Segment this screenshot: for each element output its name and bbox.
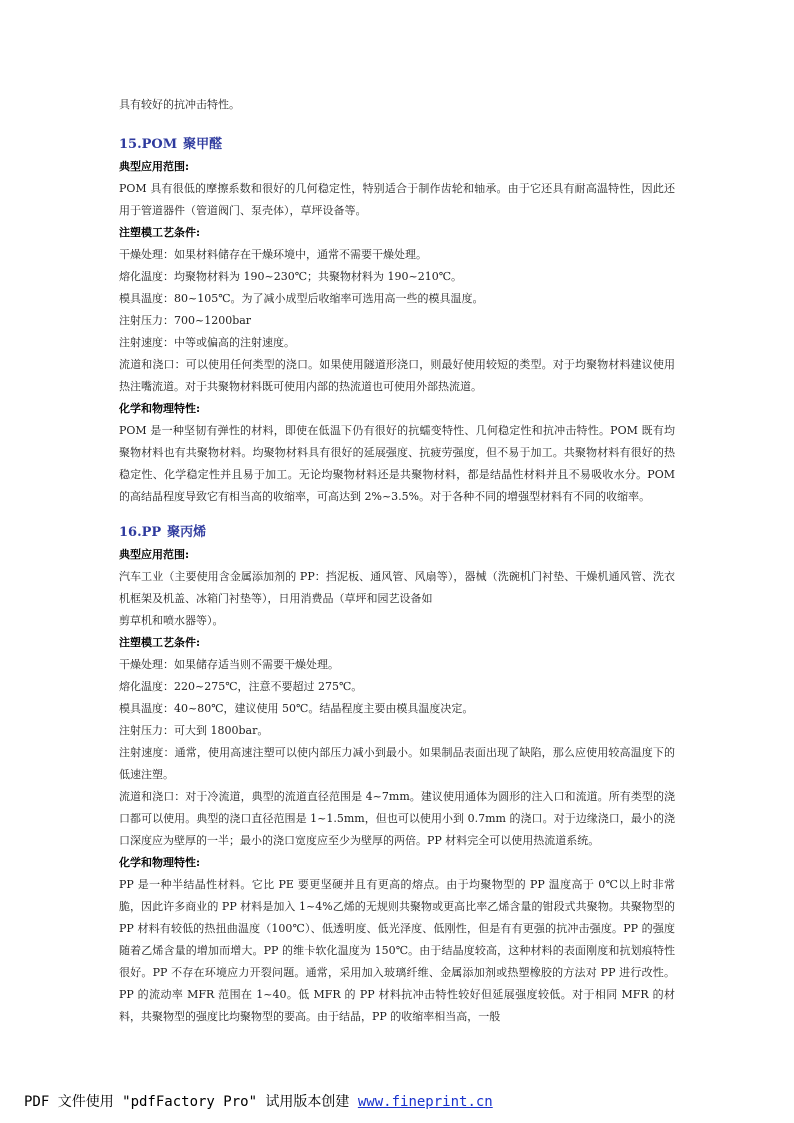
process-line: 流道和浇口：对于冷流道，典型的流道直径范围是 4~7mm。建议使用通体为圆形的注入口和流道。所有类型的浇口都可以使用。典型的浇口直径范围是 1~1.5mm，但也可以使用小到 0.7mm 的浇口。对于边缘浇口，最小的浇口深度应为壁厚的一半；最小的浇口宽度应至少为壁厚的两倍。PP 材料完全可以使用热流道系统。	[119, 790, 675, 847]
pdf-footer	[24, 1091, 493, 1111]
process-line: 流道和浇口：可以使用任何类型的浇口。如果使用隧道形浇口，则最好使用较短的类型。对于均聚物材料建议使用热注嘴流道。对于共聚物材料既可使用内部的热流道也可使用外部热流道。	[119, 358, 675, 393]
process-line: 注射压力：700~1200bar	[119, 314, 252, 327]
process-line: 熔化温度：均聚物材料为 190~230℃；共聚物材料为 190~210℃。	[119, 270, 463, 283]
process-line: 注射速度：通常，使用高速注塑可以使内部压力减小到最小。如果制品表面出现了缺陷，那么应使用较高温度下的低速注塑。	[119, 746, 675, 781]
process-line: 注射压力：可大到 1800bar。	[119, 724, 269, 737]
chem-text: POM 是一种坚韧有弹性的材料，即使在低温下仍有很好的抗蠕变特性、几何稳定性和抗冲击特性。POM 既有均聚物材料也有共聚物材料。均聚物材料具有很好的延展强度、抗疲劳强度，但不易于加工。共聚物材料有很好的热稳定性、化学稳定性并且易于加工。无论均聚物材料还是共聚物材料，都是结晶性材料并且不易吸收水分。POM 的高结晶程度导致它有相当高的收缩率，可高达到 2%~3.5%。对于各种不同的增强型材料有不同的收缩率。	[119, 424, 675, 503]
footer-text: PDF 文件使用 "pdfFactory Pro" 试用版本创建	[24, 1094, 358, 1110]
section-number: 15.POM	[119, 137, 178, 152]
chem-text: PP 是一种半结晶性材料。它比 PE 要更坚硬并且有更高的熔点。由于均聚物型的 PP 温度高于 0℃以上时非常脆，因此许多商业的 PP 材料是加入 1~4%乙烯的无规则共聚物或更高比率乙烯含量的钳段式共聚物。共聚物型的 PP 材料有较低的热扭曲温度（100℃）、低透明度、低光泽度、低刚性，但是有有更强的抗冲击强度。PP 的强度随着乙烯含量的增加而增大。PP 的维卡软化温度为 150℃。由于结晶度较高，这种材料的表面刚度和抗划痕特性很好。PP 不存在环境应力开裂问题。通常，采用加入玻璃纤维、金属添加剂或热塑橡胶的方法对 PP 进行改性。PP 的流动率 MFR 范围在 1~40。低 MFR 的 PP 材料抗冲击特性较好但延展强度较低。对于相同 MFR 的材料，共聚物型的强度比均聚物型的要高。由于结晶，PP 的收缩率相当高，一般	[119, 878, 675, 1023]
process-label: 注塑模工艺条件:	[119, 226, 201, 239]
app-label: 典型应用范围:	[119, 548, 190, 561]
app-text: POM 具有很低的摩擦系数和很好的几何稳定性，特别适合于制作齿轮和轴承。由于它还具有耐高温特性，因此还用于管道器件（管道阀门、泵壳体），草坪设备等。	[119, 182, 675, 217]
intro-text: 具有较好的抗冲击特性。	[119, 98, 240, 111]
section-number: 16.PP	[119, 525, 162, 540]
chem-label: 化学和物理特性:	[119, 402, 201, 415]
document-body	[119, 94, 675, 1028]
section-title: 聚甲醛	[183, 137, 223, 152]
process-line: 模具温度：80~105℃。为了减小成型后收缩率可选用高一些的模具温度。	[119, 292, 484, 305]
section-heading-pom	[119, 134, 675, 156]
process-line: 熔化温度：220~275℃，注意不要超过 275℃。	[119, 680, 363, 693]
section-title: 聚丙烯	[167, 525, 207, 540]
section-heading-pp	[119, 522, 675, 544]
chem-label: 化学和物理特性:	[119, 856, 201, 869]
app-label: 典型应用范围:	[119, 160, 190, 173]
process-label: 注塑模工艺条件:	[119, 636, 201, 649]
app-line: 剪草机和喷水器等）。	[119, 614, 224, 627]
process-line: 注射速度：中等或偏高的注射速度。	[119, 336, 295, 349]
process-line: 干燥处理：如果储存适当则不需要干燥处理。	[119, 658, 339, 671]
process-line: 干燥处理：如果材料储存在干燥环境中，通常不需要干燥处理。	[119, 248, 427, 261]
process-line: 模具温度：40~80℃，建议使用 50℃。结晶程度主要由模具温度决定。	[119, 702, 474, 715]
section-pom	[119, 134, 675, 508]
footer-link[interactable]: www.fineprint.cn	[357, 1094, 493, 1110]
section-pp	[119, 522, 675, 1028]
app-line: 汽车工业（主要使用含金属添加剂的 PP：挡泥板、通风管、风扇等），器械（洗碗机门衬垫、干燥机通风管、洗衣机框架及机盖、冰箱门衬垫等），日用消费品（草坪和园艺设备如	[119, 570, 675, 605]
